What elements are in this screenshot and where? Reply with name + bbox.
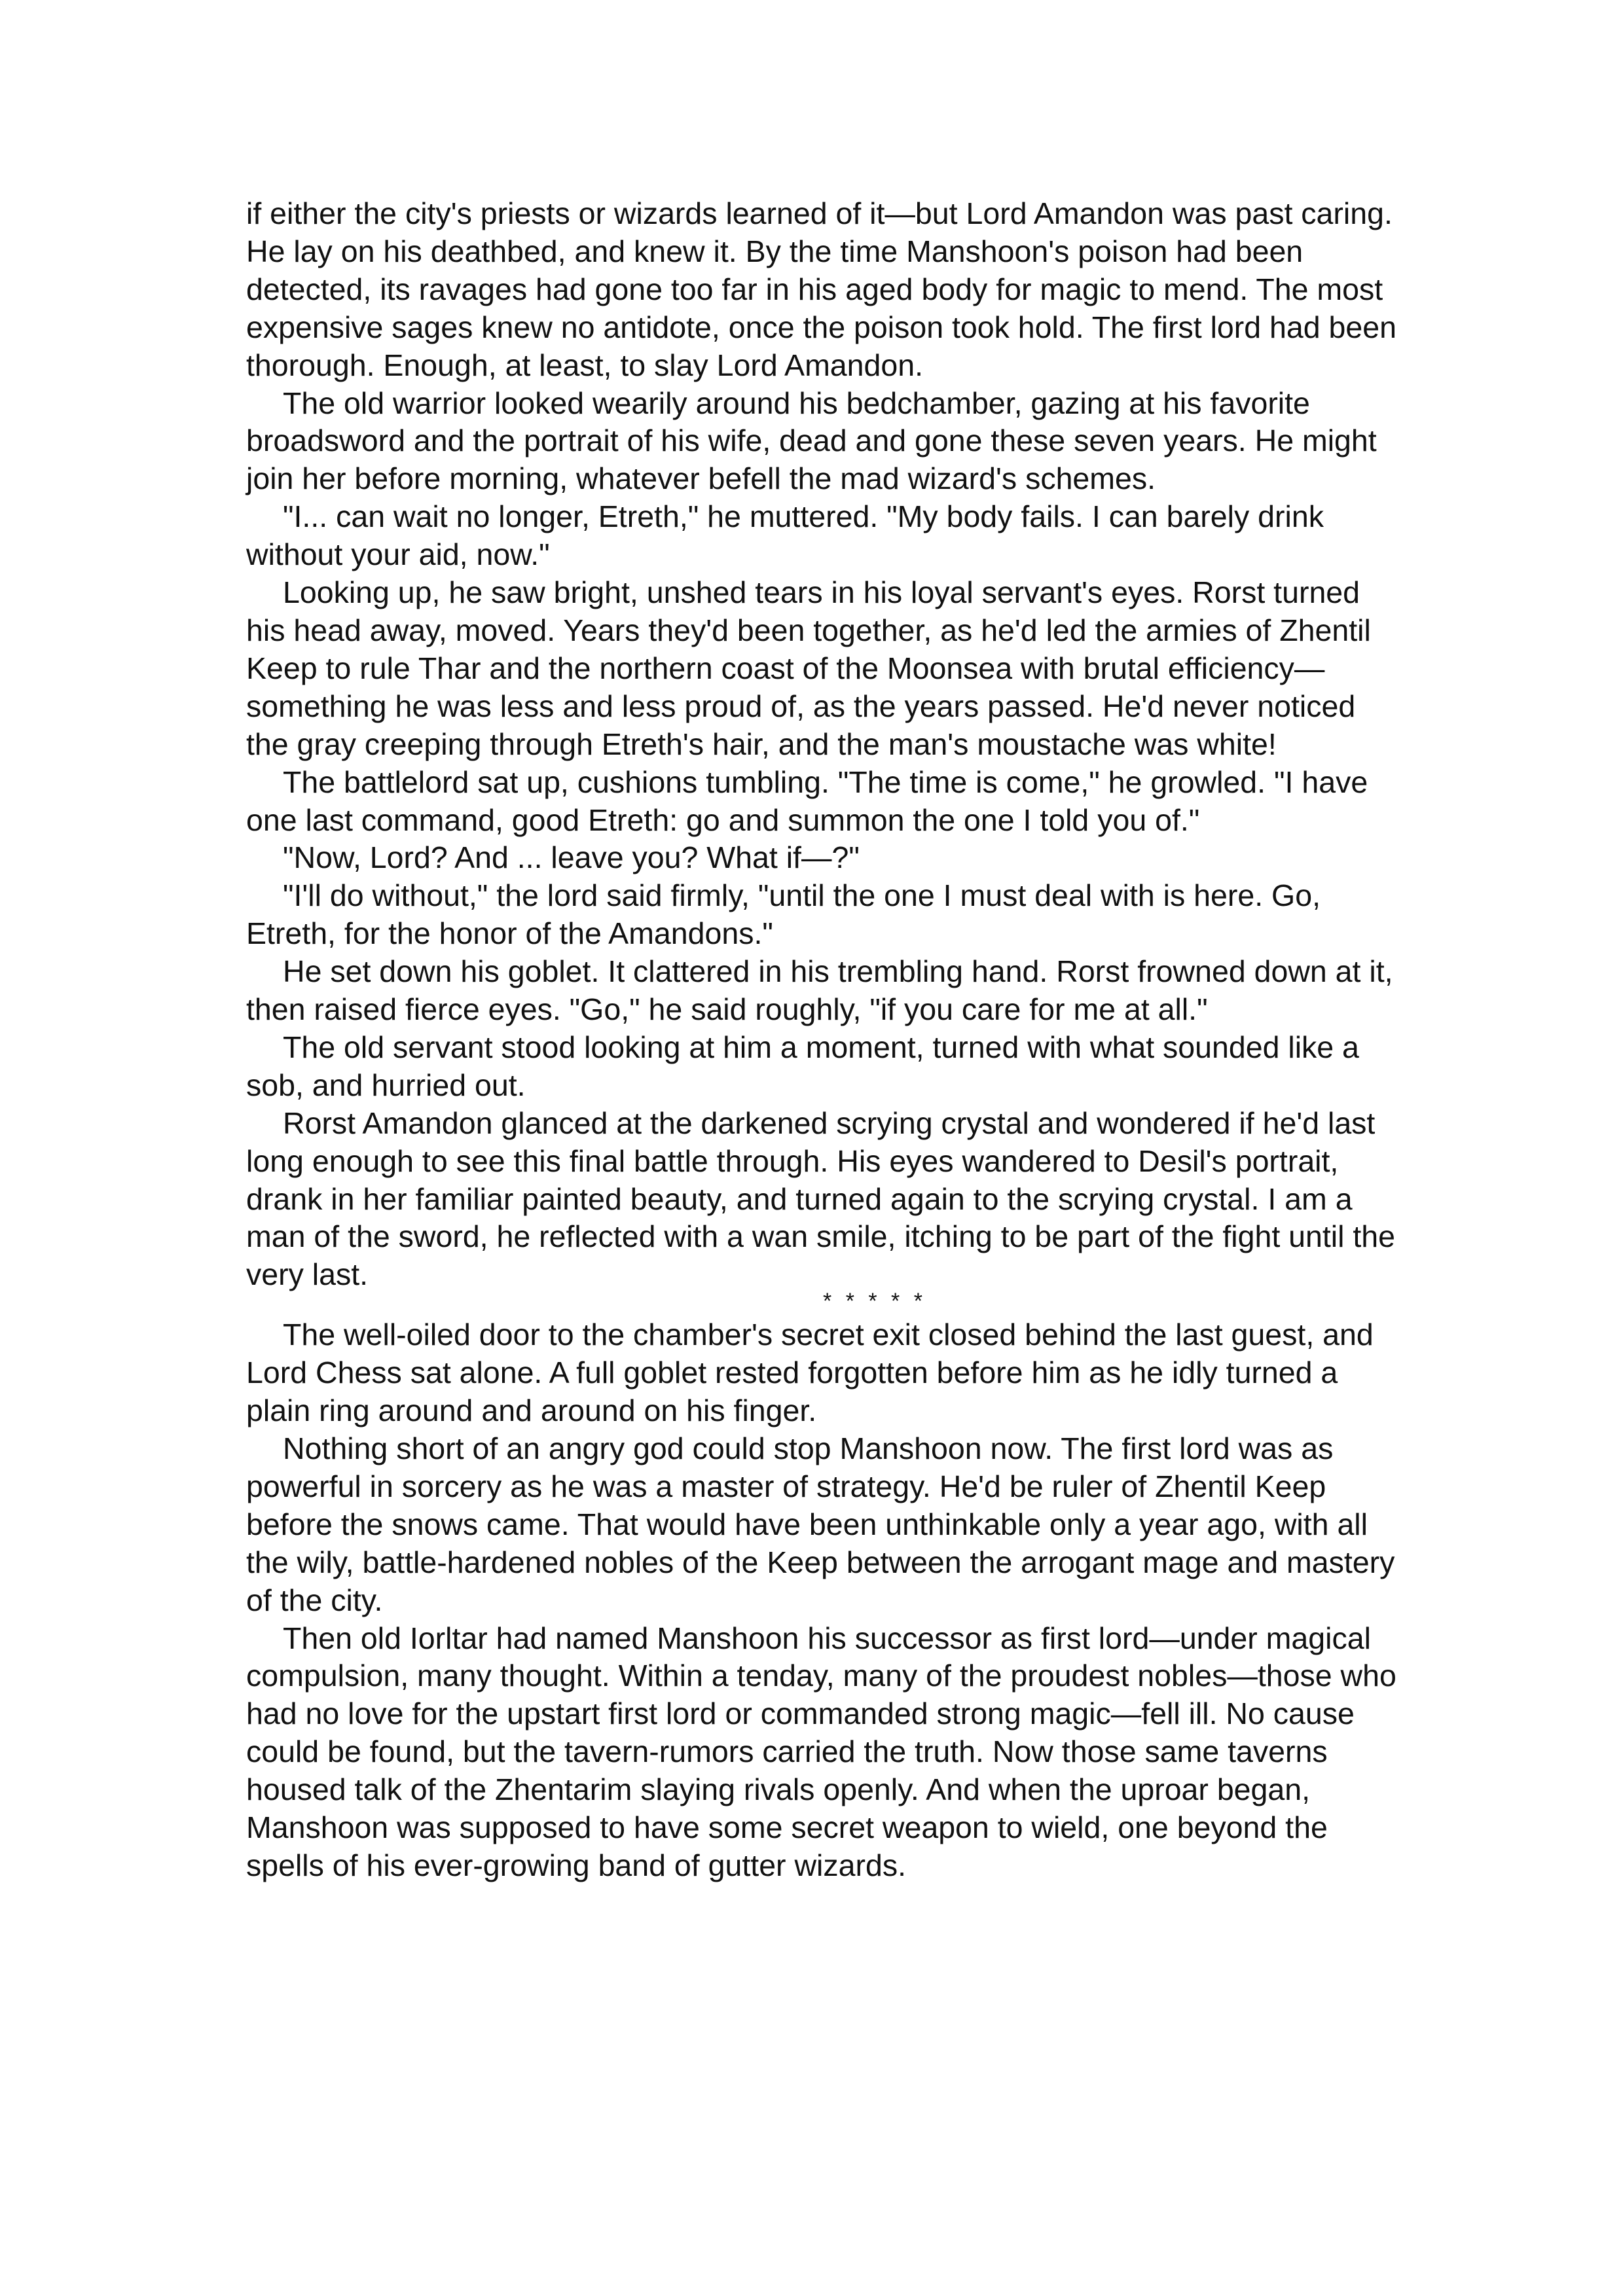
scene-break: * * * * *: [823, 1289, 926, 1314]
paragraph: Nothing short of an angry god could stop Manshoon now. The first lord was as powerful in sorcery as he was a master of strategy. He'd be ruler of Zhentil Keep before the snows came. That would have been unthinkable only a year ago, with all the wily, battle-hardened nobles of the Keep between the arrogant mage and mastery of the city.: [246, 1431, 1395, 1617]
body-text: [246, 195, 1398, 1885]
paragraph: "Now, Lord? And ... leave you? What if—?": [283, 840, 860, 875]
paragraph: He set down his goblet. It clattered in his trembling hand. Rorst frowned down at it, then raised fierce eyes. "Go," he said roughly, "if you care for me at all.": [246, 954, 1393, 1027]
paragraph: Rorst Amandon glanced at the darkened scrying crystal and wondered if he'd last long enough to see this final battle through. His eyes wandered to Desil's portrait, drank in her familiar painted beauty, and turned again to the scrying crystal. I am a man of the sword, he reflected with a wan smile, itching to be part of the fight until the very last.: [246, 1105, 1396, 1292]
paragraph: Looking up, he saw bright, unshed tears in his loyal servant's eyes. Rorst turned his head away, moved. Years they'd been together, as he'd led the armies of Zhentil Keep to rule Thar and the northern coast of the Moonsea with brutal efficiency—something he was less and less proud of, as the years passed. He'd never noticed the gray creeping through Etreth's hair, and the man's moustache was white!: [246, 575, 1371, 761]
paragraph: "I... can wait no longer, Etreth," he muttered. "My body fails. I can barely drink without your aid, now.": [246, 499, 1324, 572]
paragraph: The old servant stood looking at him a moment, turned with what sounded like a sob, and hurried out.: [246, 1030, 1359, 1102]
paragraph: The old warrior looked wearily around his bedchamber, gazing at his favorite broadsword and the portrait of his wife, dead and gone these seven years. He might join her before morning, whatever befell the mad wizard's schemes.: [246, 386, 1377, 496]
paragraph: if either the city's priests or wizards learned of it—but Lord Amandon was past caring. He lay on his deathbed, and knew it. By the time Manshoon's poison had been detected, its ravages had gone too far in his aged body for magic to mend. The most expensive sages knew no antidote, once the poison took hold. The first lord had been thorough. Enough, at least, to slay Lord Amandon.: [246, 196, 1396, 382]
paragraph: Then old Iorltar had named Manshoon his successor as first lord—under magical compulsion, many thought. Within a tenday, many of the proudest nobles—those who had no love for the upstart first lord or commanded strong magic—fell ill. No cause could be found, but the tavern-rumors carried the truth. Now those same taverns housed talk of the Zhentarim slaying rivals openly. And when the uproar began, Manshoon was supposed to have some secret weapon to wield, one beyond the spells of his ever-growing band of gutter wizards.: [246, 1621, 1396, 1882]
paragraph: The battlelord sat up, cushions tumbling. "The time is come," he growled. "I have one last command, good Etreth: go and summon the one I told you of.": [246, 764, 1368, 837]
paragraph: The well-oiled door to the chamber's secret exit closed behind the last guest, and Lord Chess sat alone. A full goblet rested forgotten before him as he idly turned a plain ring around and around on his finger.: [246, 1318, 1374, 1428]
paragraph: "I'll do without," the lord said firmly, "until the one I must deal with is here. Go, Etreth, for the honor of the Amandons.": [246, 878, 1321, 951]
